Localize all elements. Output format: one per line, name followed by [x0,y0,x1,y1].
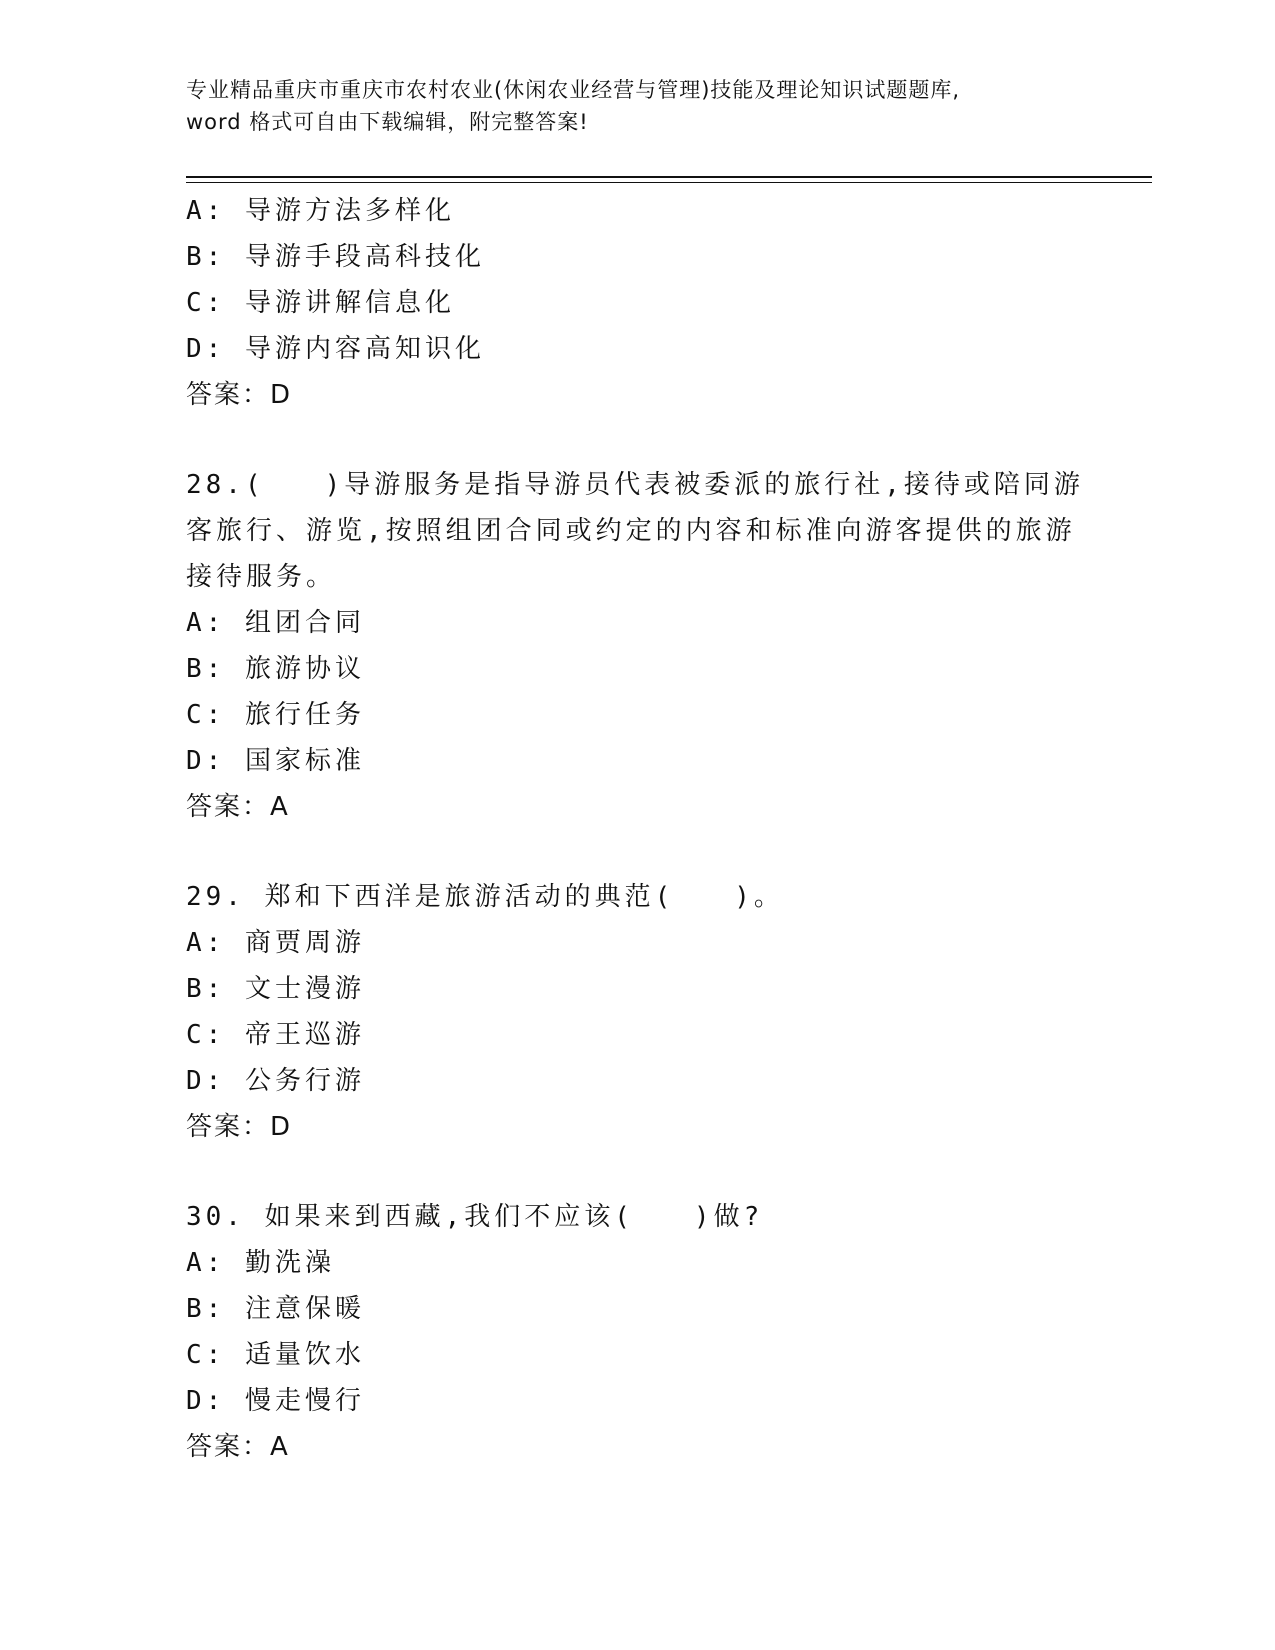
option-a: A: 商贾周游 [186,928,365,958]
header-subtitle-line: word 格式可自由下载编辑，附完整答案! [186,110,589,134]
header-title-line: 专业精品重庆市重庆市农村农业(休闲农业经营与管理)技能及理论知识试题题库, [186,78,961,102]
question-27-continued [186,188,1086,418]
option-d: D: 慢走慢行 [186,1386,365,1416]
question-stem: 28.( )导游服务是指导游员代表被委派的旅行社,接待或陪同游客旅行、游览,按照组团合同或约定的内容和标准向游客提供的旅游接待服务。 [186,470,1084,592]
header-rule-thin [186,182,1152,183]
option-a: A: 导游方法多样化 [186,196,455,226]
question-list [186,188,1086,1470]
question-29 [186,874,1086,1150]
option-d: D: 国家标准 [186,746,365,776]
option-c: C: 导游讲解信息化 [186,288,455,318]
option-c: C: 帝王巡游 [186,1020,365,1050]
option-b: B: 导游手段高科技化 [186,242,485,272]
answer-line: 答案：A [186,792,290,822]
option-b: B: 注意保暖 [186,1294,365,1324]
answer-line: 答案：D [186,1112,293,1142]
question-30 [186,1194,1086,1470]
option-b: B: 旅游协议 [186,654,365,684]
question-stem: 30. 如果来到西藏,我们不应该( )做? [186,1202,764,1232]
answer-line: 答案：D [186,380,293,410]
answer-line: 答案：A [186,1432,290,1462]
option-a: A: 组团合同 [186,608,365,638]
option-c: C: 适量饮水 [186,1340,365,1370]
header-rule-thick [186,176,1152,178]
option-d: D: 导游内容高知识化 [186,334,485,364]
document-header [186,74,1106,138]
question-28 [186,462,1086,830]
option-d: D: 公务行游 [186,1066,365,1096]
question-stem: 29. 郑和下西洋是旅游活动的典范( )。 [186,882,784,912]
option-c: C: 旅行任务 [186,700,365,730]
option-b: B: 文士漫游 [186,974,365,1004]
option-a: A: 勤洗澡 [186,1248,335,1278]
